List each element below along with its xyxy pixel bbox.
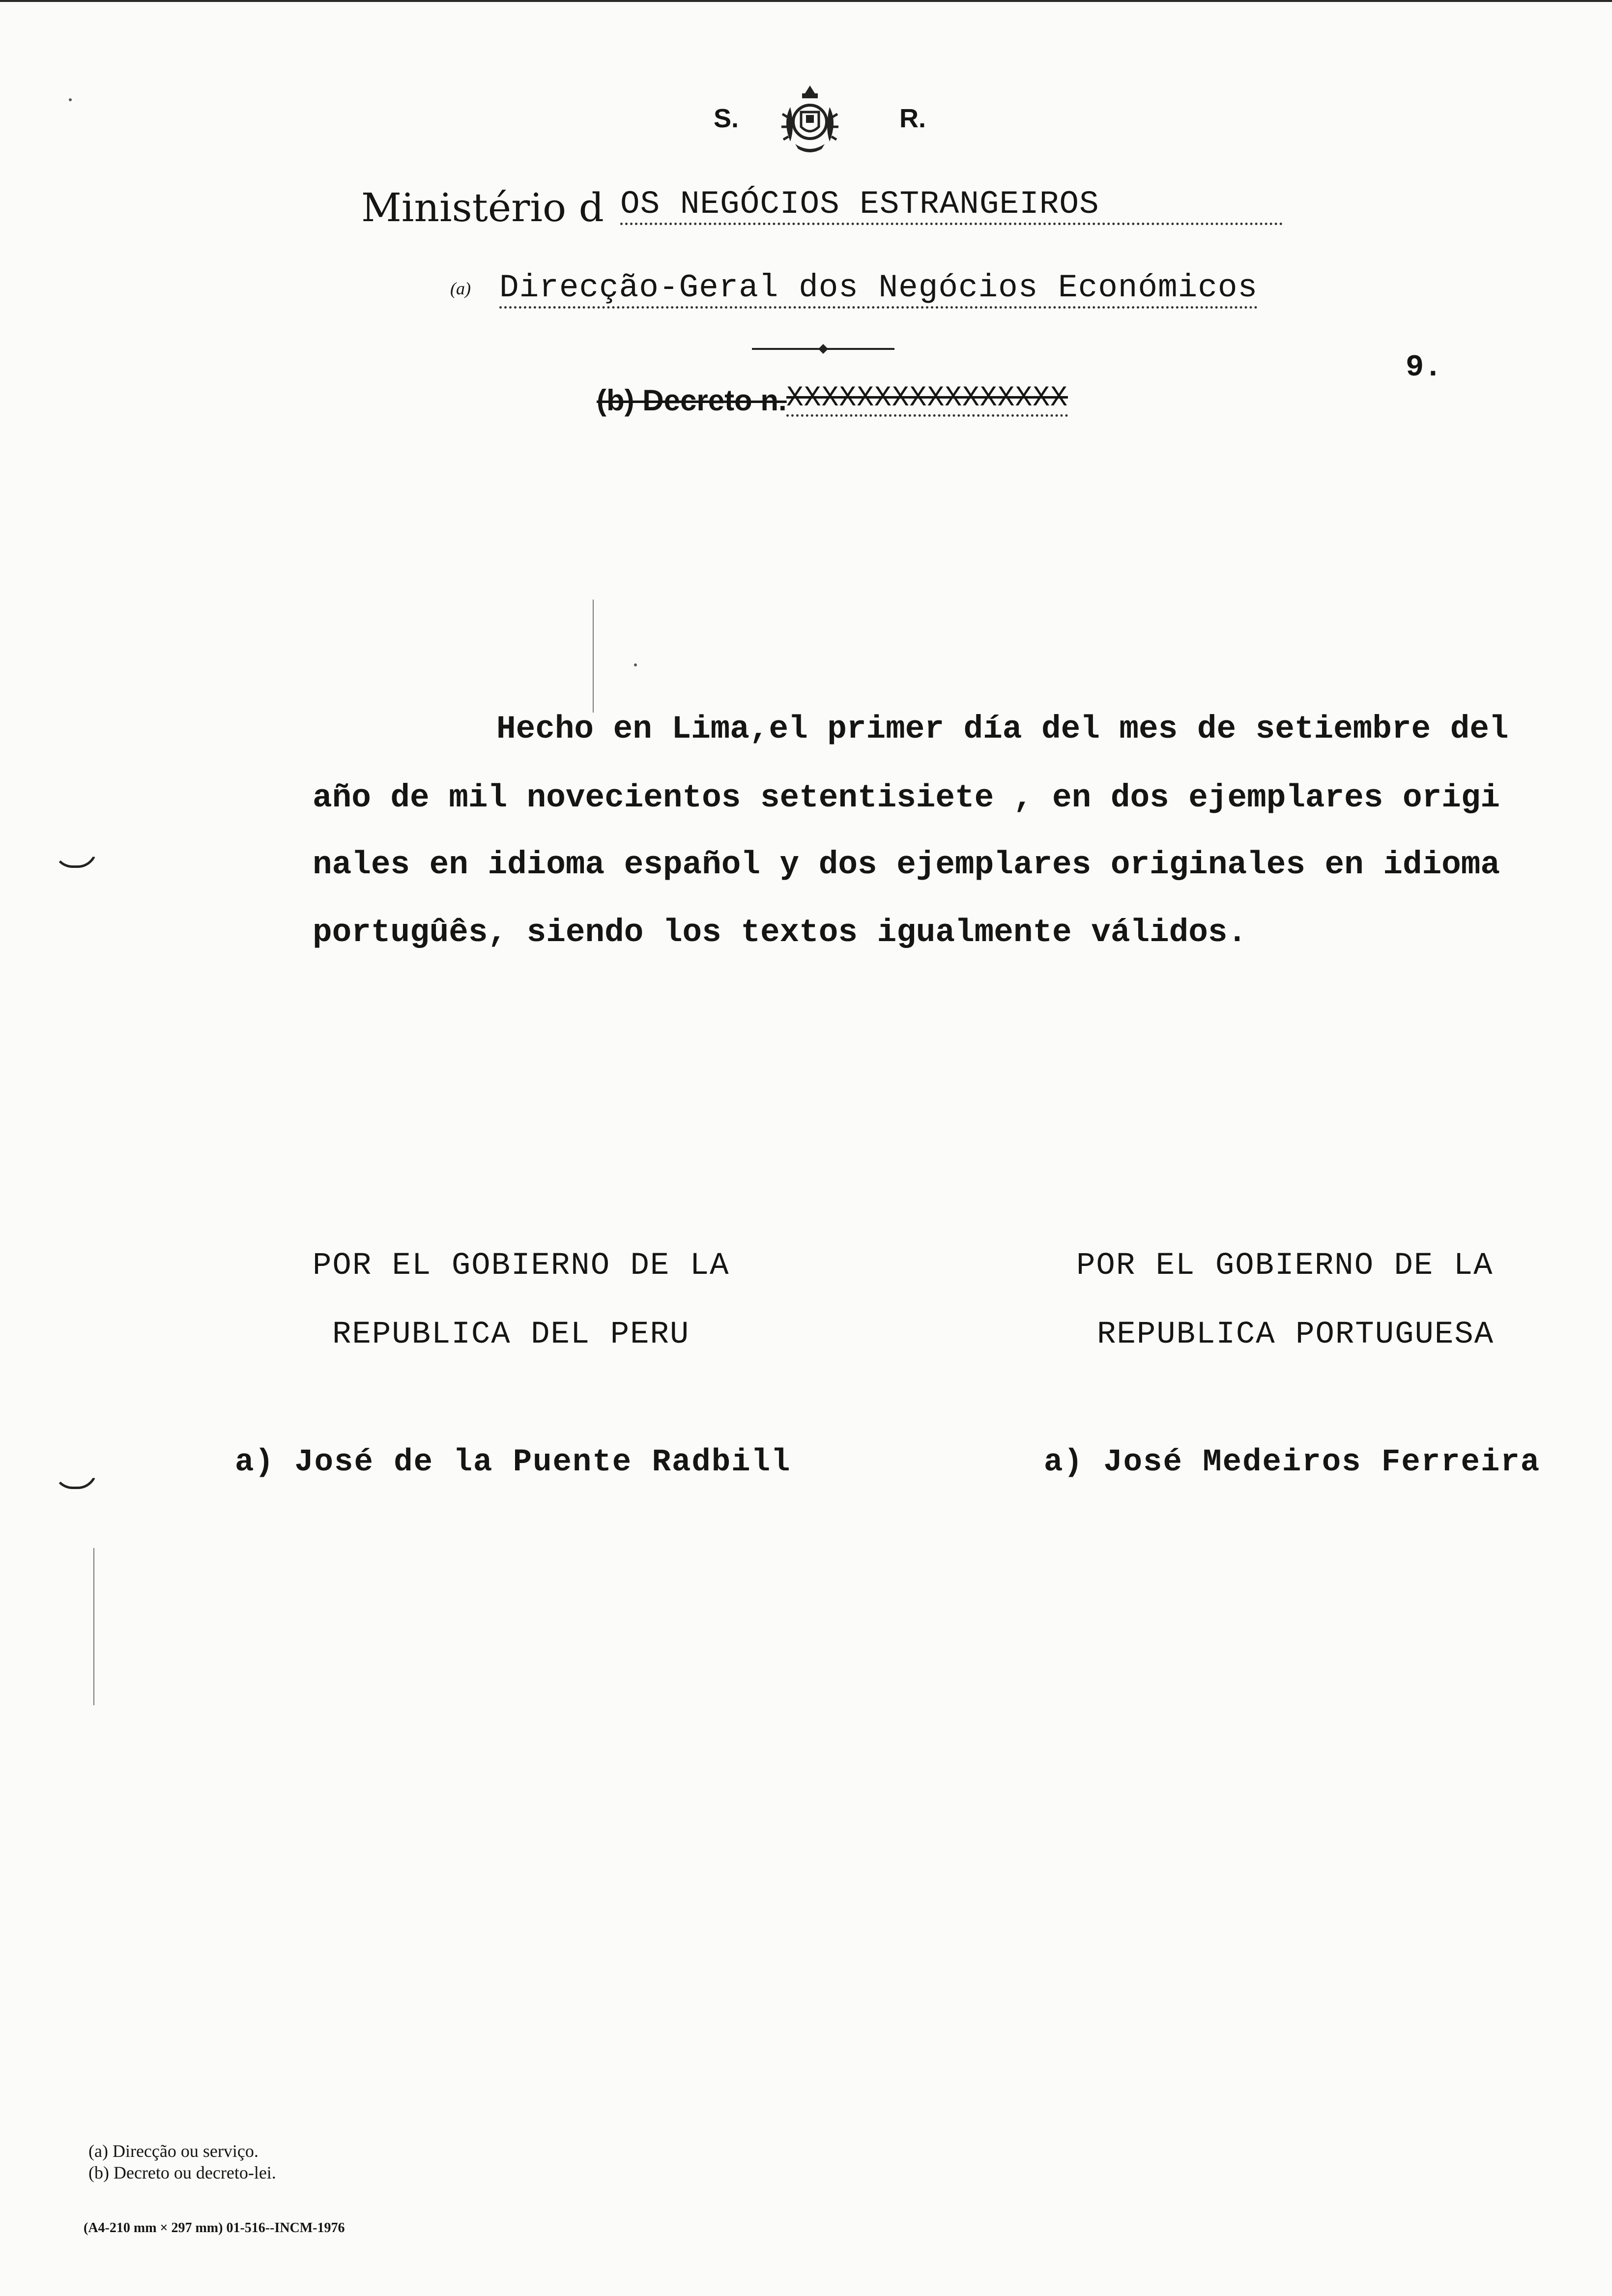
left-signatory-line-2: REPUBLICA DEL PERU — [332, 1317, 690, 1352]
footnote-b: (b) Decreto ou decreto-lei. — [88, 2163, 276, 2182]
ministerio-field: OS NEGÓCIOS ESTRANGEIROS — [620, 186, 1283, 225]
paragraph-line-1: Hecho en Lima,el primer día del mes de setiembre del — [496, 711, 1509, 747]
page-number: 9. — [1406, 350, 1442, 385]
right-signatory-line-2: REPUBLICA PORTUGUESA — [1097, 1317, 1495, 1352]
top-edge-line — [0, 0, 1612, 2]
paragraph-line-2: año de mil novecientos setentisiete , en dos ejemplares origi — [313, 779, 1500, 816]
direccao-field: Direcção-Geral dos Negócios Económicos — [499, 269, 1258, 309]
margin-hole-mark — [53, 848, 97, 868]
stray-mark — [69, 98, 72, 101]
ornament-divider — [752, 343, 894, 355]
paragraph-line-3: nales en idioma español y dos ejemplares originales en idioma — [313, 846, 1500, 883]
print-imprint: (A4-210 mm × 297 mm) 01-516--INCM-1976 — [84, 2220, 345, 2236]
s-letter: S. — [714, 104, 739, 133]
left-signatory-line-1: POR EL GOBIERNO DE LA — [313, 1248, 730, 1284]
decreto-line: (b) Decreto n. — [597, 384, 787, 417]
left-signature: a) José de la Puente Radbill — [235, 1445, 791, 1480]
stray-mark — [634, 663, 637, 666]
coat-of-arms-icon — [780, 83, 839, 156]
footnote-a: (a) Direcção ou serviço. — [88, 2141, 259, 2161]
decreto-struck-field: XXXXXXXXXXXXXXXX — [786, 382, 1068, 417]
right-signatory-line-1: POR EL GOBIERNO DE LA — [1076, 1248, 1494, 1284]
direccao-marker: (a) — [450, 279, 471, 298]
right-signature: a) José Medeiros Ferreira — [1044, 1445, 1541, 1480]
r-letter: R. — [899, 104, 926, 133]
margin-line — [93, 1548, 94, 1705]
ministerio-label: Ministério d — [361, 185, 604, 230]
margin-hole-mark — [53, 1469, 97, 1489]
paragraph-line-4: portugûês, siendo los textos igualmente válidos. — [313, 914, 1247, 951]
